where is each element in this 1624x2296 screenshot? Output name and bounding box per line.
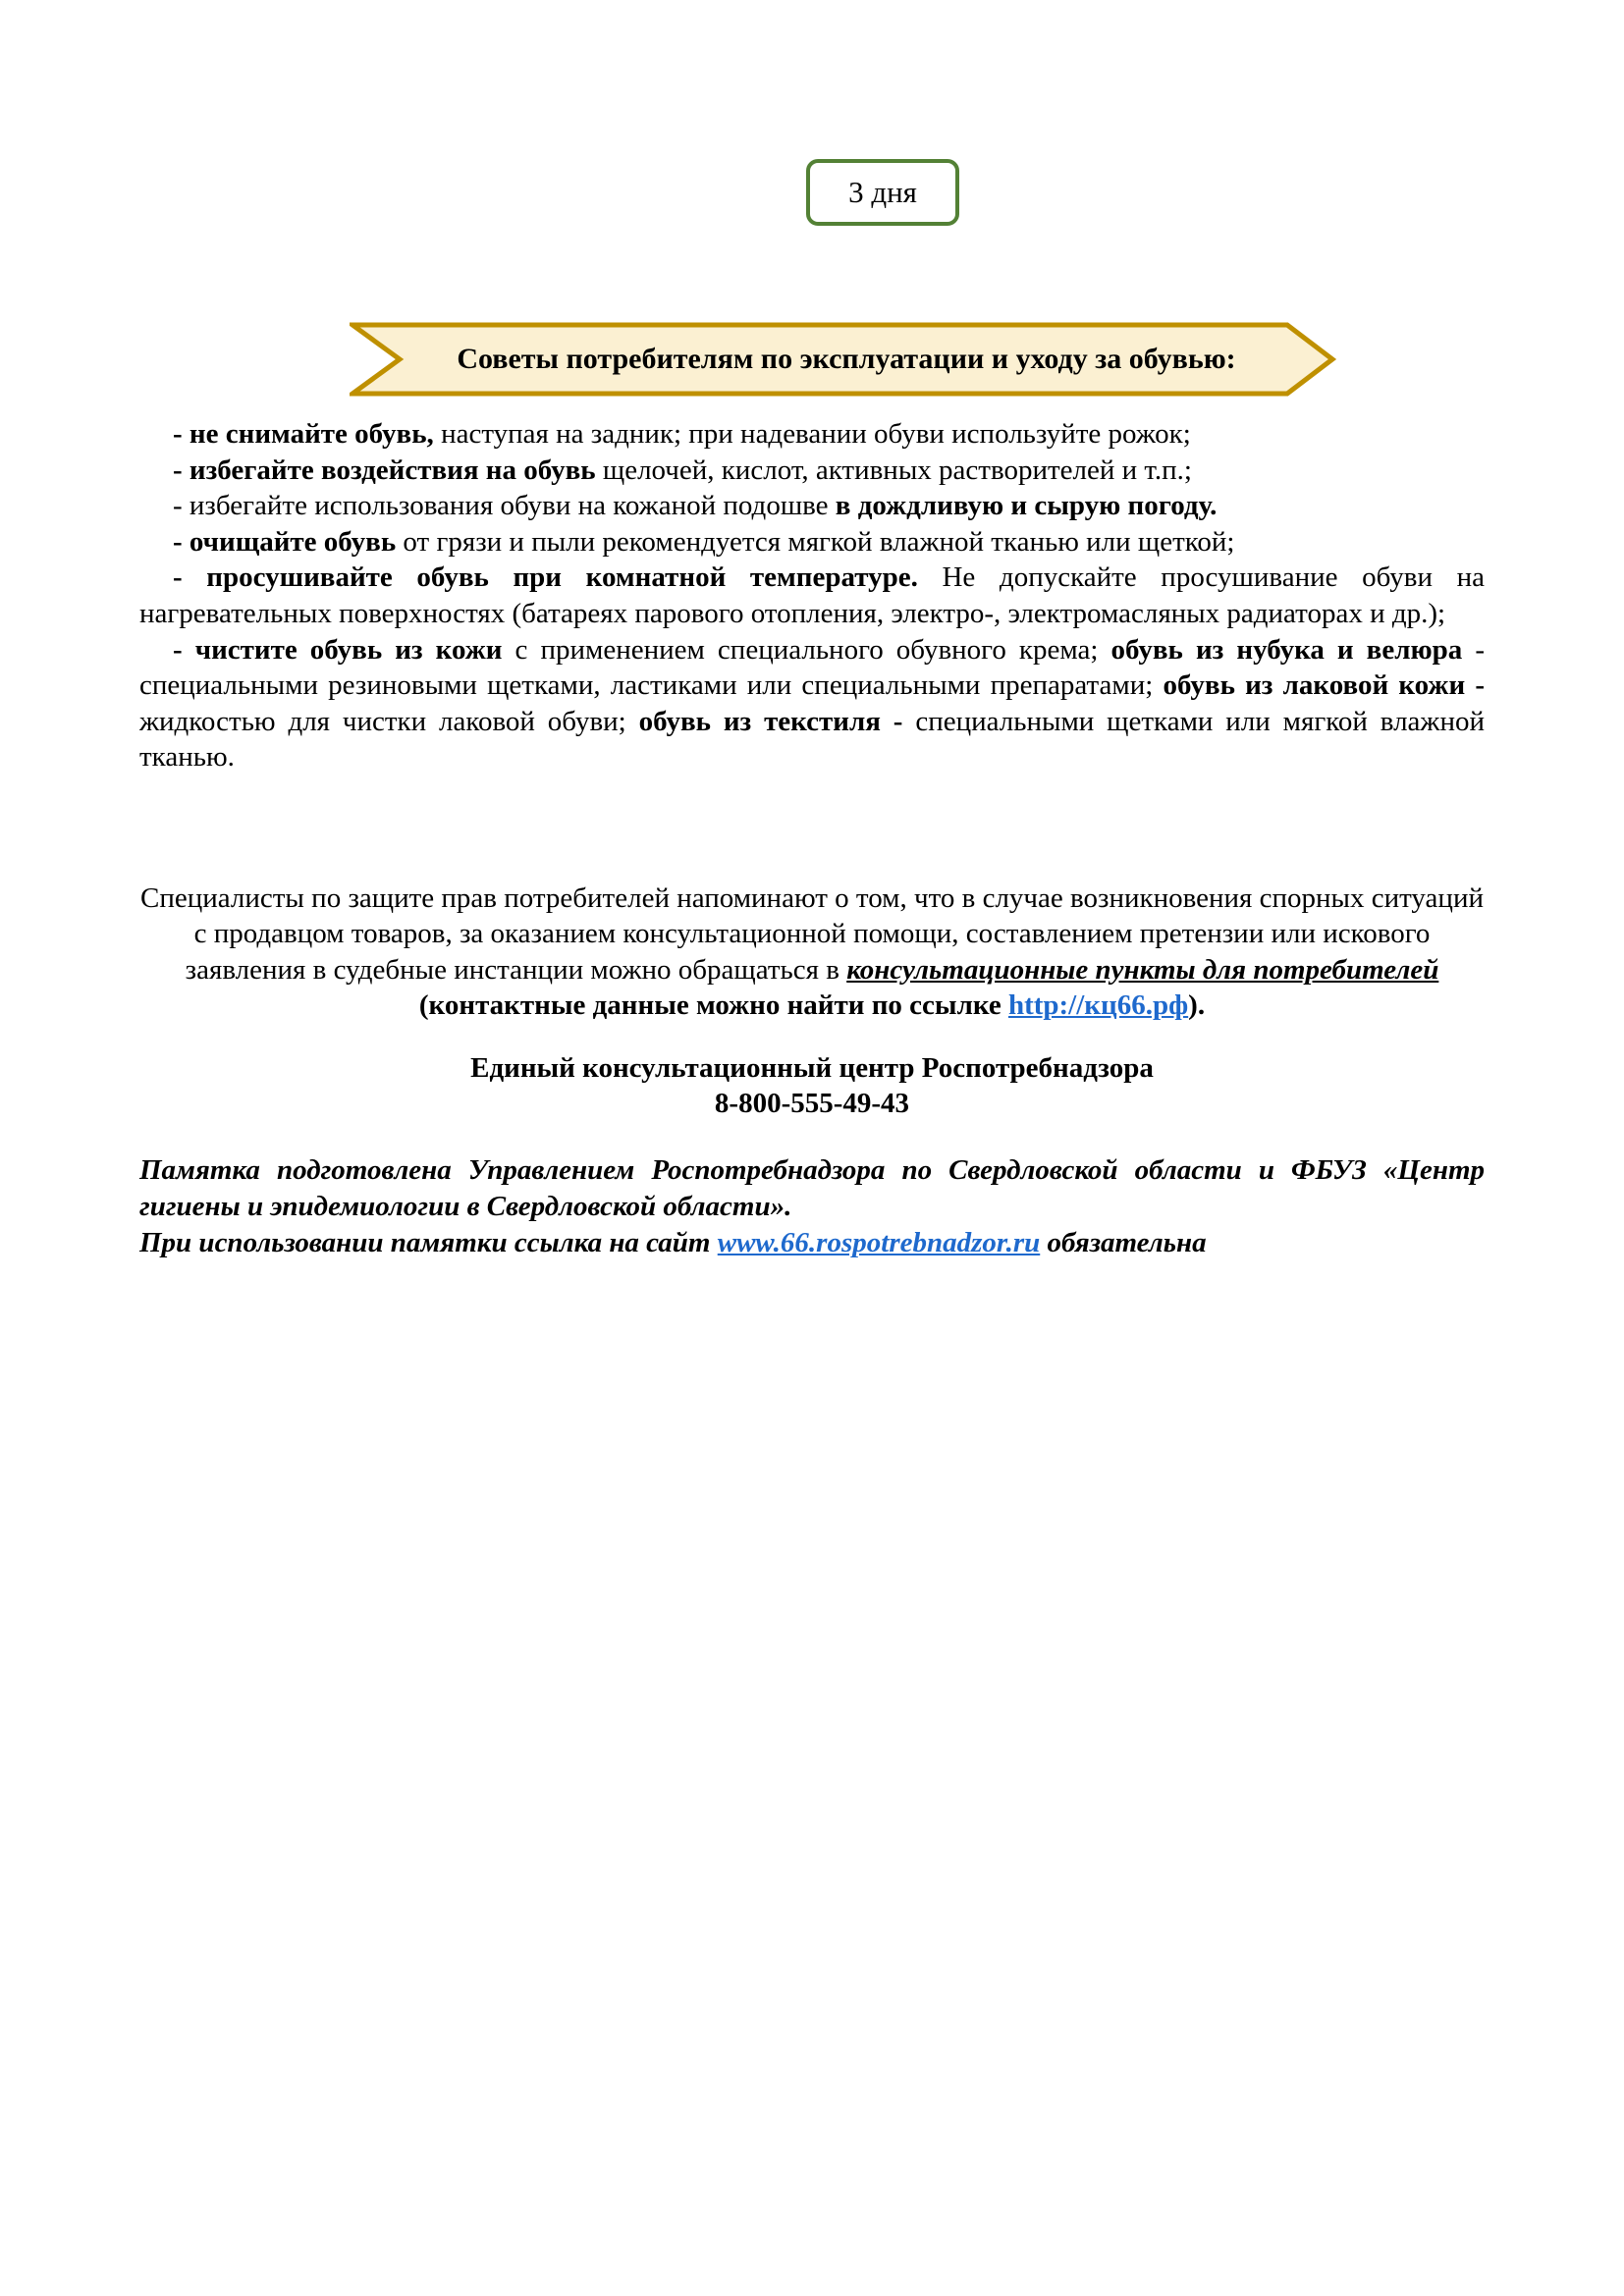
text-segment: - просушивайте обувь при комнатной температуре. (173, 561, 918, 594)
text-segment: - специальными резиновыми щетками, ластиками или специальными препаратами; (139, 633, 1485, 702)
footer-paragraph-usage (139, 1225, 1485, 1261)
footer-paragraph-prepared (139, 1152, 1485, 1225)
banner-title: Советы потребителям по эксплуатации и уходу за обувью: (457, 343, 1236, 375)
text-segment: специальными щетками или мягкой влажной тканью. (139, 705, 1485, 774)
text-segment: щелочей, кислот, активных растворителей и т.п.; (595, 454, 1192, 486)
text-segment: обувь из текстиля - (638, 705, 903, 737)
text-segment: консультационные пункты для потребителей (846, 953, 1439, 986)
text-segment: ). (1188, 988, 1206, 1021)
duration-badge-label: 3 дня (848, 175, 917, 209)
text-segment: обувь из нубука и велюра (1110, 633, 1463, 666)
contact-center-name: Единый консультационный центр Роспотребнадзора (470, 1052, 1154, 1084)
contact-center-block (139, 1050, 1485, 1121)
text-segment: - избегайте воздействия на обувь (173, 454, 596, 486)
text-segment: от грязи и пыли рекомендуется мягкой влажной тканью или щеткой; (396, 525, 1235, 558)
section-banner (350, 322, 1337, 397)
text-segment: При использовании памятки ссылка на сайт (139, 1227, 718, 1258)
tip-paragraph (139, 632, 1485, 775)
text-segment: обувь из лаковой кожи - (1163, 669, 1485, 702)
duration-badge (806, 159, 959, 226)
text-segment: обязательна (1040, 1227, 1207, 1258)
text-segment: - чистите обувь из кожи (173, 633, 503, 666)
text-segment: наступая на задник; при надевании обуви используйте рожок; (433, 418, 1191, 450)
text-segment: в дождливую и сырую погоду. (835, 490, 1218, 522)
text-segment: - не снимайте обувь, (173, 418, 434, 450)
tip-paragraph (139, 488, 1485, 524)
tip-paragraph (139, 416, 1485, 453)
text-segment: Памятка подготовлена Управлением Роспотребнадзора по Свердловской области и ФБУЗ «Центр гигиены и эпидемиологии в Свердловской области». (139, 1154, 1485, 1222)
text-segment: жидкостью для чистки лаковой обуви; (139, 705, 639, 737)
footer-note (139, 1152, 1485, 1261)
text-segment: Специалисты по защите прав потребителей напоминают о том, что в случае возникновения спорных ситуаций с продавцом товаров, за оказанием консультационной помощи, составлением претензии или искового заявления в судебные инстанции можно обращаться в (140, 882, 1484, 986)
contact-center-phone: 8-800-555-49-43 (714, 1088, 910, 1119)
tip-paragraph (139, 560, 1485, 631)
text-segment: - избегайте использования обуви на кожаной подошве (173, 490, 836, 522)
text-segment: Не допускайте просушивание обуви на нагревательных поверхностях (батареях парового отопления, электро-, электромасляных радиаторах и др.); (139, 561, 1485, 629)
text-segment: - очищайте обувь (173, 525, 397, 558)
consultation-paragraph (139, 881, 1485, 1023)
tip-paragraph (139, 453, 1485, 489)
text-segment: (контактные данные можно найти по ссылке (418, 988, 1008, 1021)
tip-paragraph (139, 524, 1485, 561)
rospotrebnadzor-site-link[interactable]: www.66.rospotrebnadzor.ru (717, 1227, 1041, 1258)
text-segment: с применением специального обувного крема; (502, 633, 1111, 666)
kc66-link[interactable]: http://кц66.рф (1007, 988, 1189, 1021)
tips-list (139, 416, 1485, 775)
